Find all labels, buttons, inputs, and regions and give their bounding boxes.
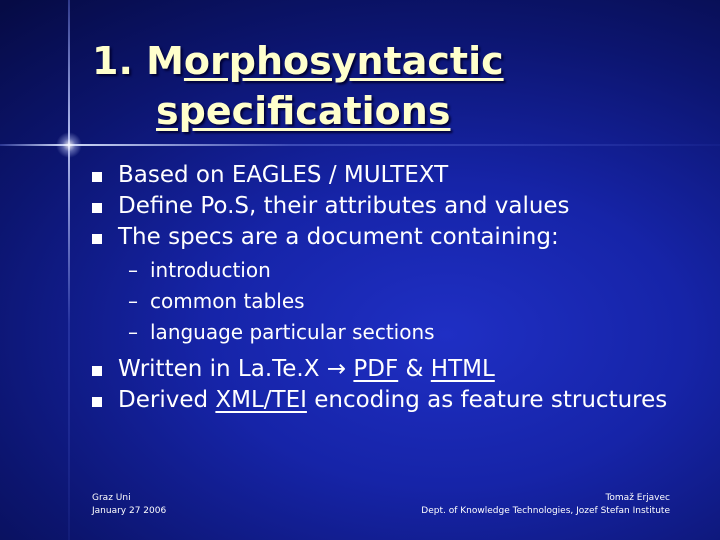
footer-affiliation: Dept. of Knowledge Technologies, Jozef Stefan Institute	[421, 506, 670, 516]
bullet-item	[92, 222, 692, 253]
sub-bullet-text: common tables	[150, 289, 305, 313]
title-prefix: 1. M	[92, 39, 184, 83]
sub-bullet-item	[128, 255, 692, 286]
bullet-text: Derived	[118, 387, 209, 413]
dash-icon: –	[128, 289, 138, 313]
footer-author: Tomaž Erjavec	[605, 493, 670, 503]
bullet-item	[92, 354, 692, 385]
square-bullet-icon	[92, 234, 102, 244]
bullet-text: Based on EAGLES / MULTEXT	[118, 162, 449, 188]
decorative-spark	[56, 132, 82, 158]
footer-right	[421, 492, 670, 518]
bullet-text: The specs are a document containing:	[118, 224, 559, 250]
title-underlined: orphosyntactic	[183, 39, 504, 83]
dash-icon: –	[128, 258, 138, 282]
sub-bullet-text: introduction	[150, 258, 271, 282]
title-line2: specifications	[156, 89, 451, 133]
footer-left	[92, 492, 166, 518]
sub-bullet-item	[128, 286, 692, 317]
html-link[interactable]: HTML	[430, 356, 495, 382]
sub-bullet-item	[128, 317, 692, 348]
square-bullet-icon	[92, 366, 102, 376]
square-bullet-icon	[92, 397, 102, 407]
bullet-text: Define Po.S, their attributes and values	[118, 193, 570, 219]
bullet-text-suffix: encoding as feature structures	[314, 387, 668, 413]
slide-title	[92, 36, 504, 136]
dash-icon: –	[128, 320, 138, 344]
decorative-horizontal-line	[0, 144, 720, 146]
footer-date: January 27 2006	[92, 506, 167, 516]
arrow-right-icon: →	[326, 356, 347, 382]
sub-bullet-list	[92, 255, 692, 348]
bullet-text: Written in La.Te.X	[118, 356, 320, 382]
bullet-list	[92, 160, 692, 416]
xml-tei-link[interactable]: XML/TEI	[215, 387, 307, 413]
bullet-group-2	[92, 354, 692, 416]
footer-venue: Graz Uni	[92, 493, 131, 503]
bullet-item	[92, 385, 692, 416]
ampersand-text: &	[405, 356, 424, 382]
square-bullet-icon	[92, 172, 102, 182]
pdf-link[interactable]: PDF	[353, 356, 399, 382]
sub-bullet-text: language particular sections	[150, 320, 435, 344]
bullet-item	[92, 191, 692, 222]
square-bullet-icon	[92, 203, 102, 213]
bullet-item	[92, 160, 692, 191]
decorative-vertical-line	[68, 0, 70, 540]
